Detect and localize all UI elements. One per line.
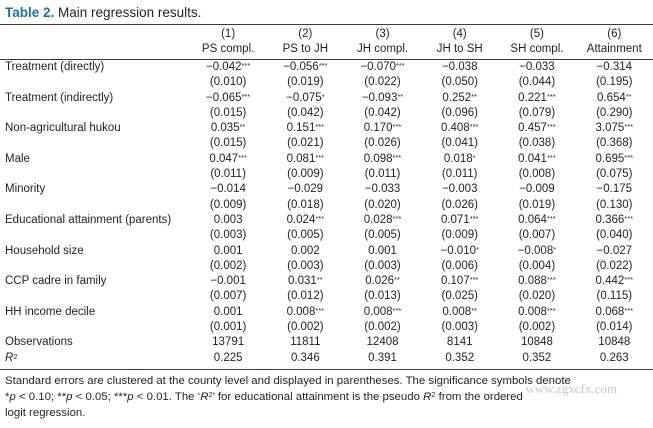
significance-stars: ** (239, 122, 246, 132)
std-error-cell: (0.195) (596, 76, 633, 89)
table-title: Main regression results. (58, 5, 202, 20)
significance-stars: *** (318, 61, 328, 70)
coefficient-cell: −0.009 (519, 183, 555, 196)
coefficient-cell: 0.026** (365, 275, 400, 288)
std-error-cell: (0.038) (518, 137, 556, 150)
table-row-coef (0, 152, 653, 167)
std-error-cell: (0.026) (364, 137, 401, 150)
coefficient-cell: 0.024*** (286, 213, 325, 226)
variable-label-empty (0, 228, 189, 243)
coefficient-cell: 0.001 (213, 305, 243, 318)
std-error-cell: (0.003) (209, 229, 247, 242)
column-name: Attainment (586, 42, 642, 55)
significance-stars: *** (315, 305, 325, 315)
std-error-cell: (0.002) (518, 321, 556, 334)
observations-label: Observations (5, 336, 73, 349)
coefficient-cell: 0.366*** (595, 213, 634, 226)
column-number: (2) (298, 28, 313, 40)
std-error-cell: (0.005) (287, 229, 324, 242)
variable-label: CCP cadre in family (5, 275, 107, 288)
variable-label-empty (0, 198, 189, 213)
std-error-cell: (0.003) (441, 321, 478, 334)
table-row-coef (0, 305, 653, 320)
significance-stars: *** (546, 122, 556, 132)
variable-label-empty (0, 106, 189, 121)
std-error-cell: (0.368) (596, 137, 633, 150)
table-row-se (0, 167, 653, 182)
regression-table (0, 27, 653, 366)
coefficient-cell: 0.001 (368, 244, 397, 257)
significance-stars: *** (315, 213, 325, 223)
coefficient-cell: 0.170*** (363, 122, 402, 135)
significance-stars: *** (241, 91, 251, 101)
coefficient-cell: −0.093** (361, 91, 404, 104)
coefficient-cell: −0.027 (596, 244, 633, 257)
variable-label-empty (0, 136, 189, 151)
coefficient-cell: 0.008*** (518, 305, 556, 318)
column-name: JH compl. (356, 42, 409, 55)
significance-stars: *** (546, 275, 556, 285)
table-row-se (0, 136, 653, 151)
coefficient-cell: 0.151*** (286, 122, 325, 135)
coefficient-cell: 0.064*** (518, 213, 556, 226)
significance-stars: *** (392, 213, 402, 223)
std-error-cell: (0.003) (364, 259, 401, 272)
std-error-cell: (0.014) (596, 321, 633, 334)
significance-stars: *** (624, 305, 634, 315)
variable-label: Educational attainment (parents) (5, 213, 172, 226)
observations-row (0, 335, 653, 350)
coefficient-cell: −0.056*** (283, 61, 328, 73)
column-number: (5) (529, 28, 544, 40)
table-row-coef (0, 91, 653, 106)
table-row-se (0, 320, 653, 335)
significance-stars: * (472, 152, 476, 162)
std-error-cell: (0.013) (364, 290, 401, 303)
significance-stars: *** (624, 122, 634, 132)
column-name: JH to SH (436, 42, 483, 55)
std-error-cell: (0.003) (287, 259, 324, 272)
std-error-cell: (0.026) (441, 198, 478, 211)
significance-stars: * (553, 244, 557, 254)
significance-stars: ** (316, 275, 323, 285)
column-name: PS to JH (282, 42, 329, 55)
std-error-cell: (0.012) (287, 290, 324, 303)
variable-label-empty (0, 289, 189, 304)
significance-stars: ** (625, 91, 632, 101)
significance-stars: *** (546, 91, 556, 101)
coefficient-cell: −0.175 (596, 183, 633, 196)
coefficient-cell: 0.457*** (518, 122, 556, 135)
significance-stars: *** (469, 213, 479, 223)
r2-cell: 0.225 (213, 351, 243, 364)
observations-cell: 8141 (446, 336, 473, 349)
variable-label: HH income decile (5, 305, 96, 318)
r2-cell: 0.263 (599, 351, 629, 364)
header-stub (0, 27, 189, 42)
r2-row (0, 351, 653, 366)
header-row-names (0, 42, 653, 57)
std-error-cell: (0.096) (441, 106, 478, 119)
header-row-numbers (0, 27, 653, 42)
std-error-cell: (0.020) (364, 198, 401, 211)
variable-label: Non-agricultural hukou (5, 122, 121, 135)
variable-label: Male (5, 152, 30, 165)
coefficient-cell: 0.002 (290, 244, 320, 257)
coefficient-cell: 0.221*** (518, 91, 556, 104)
significance-stars: ** (393, 275, 400, 285)
variable-label: Minority (5, 183, 46, 196)
std-error-cell: (0.019) (518, 198, 556, 211)
significance-stars: *** (469, 122, 479, 132)
std-error-cell: (0.025) (441, 290, 478, 303)
coefficient-cell: 0.041*** (518, 152, 556, 165)
coefficient-cell: 0.028*** (363, 213, 402, 226)
coefficient-cell: −0.065*** (206, 91, 251, 104)
std-error-cell: (0.021) (287, 137, 324, 150)
variable-label: Treatment (indirectly) (5, 91, 114, 104)
variable-label: Household size (5, 244, 84, 257)
std-error-cell: (0.041) (441, 137, 478, 150)
significance-stars: *** (624, 275, 634, 285)
coefficient-cell: 0.008** (442, 305, 478, 318)
r2-cell: 0.352 (445, 351, 475, 364)
bottom-rule (0, 369, 653, 370)
std-error-cell: (0.001) (209, 321, 247, 334)
std-error-cell: (0.004) (518, 259, 556, 272)
coefficient-cell: 0.008*** (286, 305, 325, 318)
coefficient-cell: −0.029 (287, 183, 324, 196)
significance-stars: *** (238, 152, 247, 162)
coefficient-cell: 0.081*** (286, 152, 325, 165)
variable-label-empty (0, 320, 189, 335)
coefficient-cell: −0.001 (210, 275, 246, 288)
std-error-cell: (0.002) (287, 321, 324, 334)
r2-cell: 0.391 (368, 351, 397, 364)
significance-stars: *** (392, 152, 402, 162)
table-caption (5, 4, 201, 21)
std-error-cell: (0.050) (441, 76, 478, 89)
significance-stars: *** (392, 305, 402, 315)
observations-cell: 10848 (598, 336, 631, 349)
coefficient-cell: 0.003 (213, 213, 243, 226)
std-error-cell: (0.130) (596, 198, 633, 211)
significance-stars: *** (469, 275, 479, 285)
std-error-cell: (0.042) (287, 106, 324, 119)
coefficient-cell: 0.107*** (440, 275, 479, 288)
r2-cell: 0.352 (522, 351, 552, 364)
std-error-cell: (0.020) (518, 290, 556, 303)
coefficient-cell: 0.068*** (595, 305, 634, 318)
std-error-cell: (0.022) (364, 76, 401, 89)
std-error-cell: (0.006) (441, 259, 478, 272)
std-error-cell: (0.075) (596, 168, 633, 181)
table-row-coef (0, 182, 653, 197)
std-error-cell: (0.015) (209, 106, 247, 119)
std-error-cell: (0.011) (210, 168, 246, 181)
std-error-cell: (0.005) (364, 229, 401, 242)
coefficient-cell: 0.442*** (595, 275, 634, 288)
significance-stars: *** (315, 122, 325, 132)
significance-stars: *** (624, 152, 634, 162)
r2-cell: 0.346 (290, 351, 320, 364)
std-error-cell: (0.019) (287, 76, 324, 89)
note-line-1: Standard errors are clustered at the county level and displayed in parentheses. The significance symbols denote (5, 375, 571, 387)
std-error-cell: (0.022) (596, 259, 633, 272)
std-error-cell: (0.009) (441, 229, 478, 242)
table-row-coef (0, 244, 653, 259)
table-row-coef (0, 213, 653, 228)
watermark: www.zgxcfx.com (525, 381, 617, 396)
coefficient-cell: 0.001 (213, 244, 243, 257)
coefficient-cell: 0.018* (443, 152, 476, 165)
table-row-coef (0, 121, 653, 136)
table-row-coef (0, 60, 653, 75)
observations-cell: 11811 (290, 336, 321, 349)
std-error-cell: (0.042) (364, 106, 401, 119)
coefficient-cell: 0.035** (210, 122, 246, 135)
std-error-cell: (0.115) (596, 290, 633, 303)
std-error-cell: (0.079) (518, 106, 556, 119)
std-error-cell: (0.015) (209, 137, 247, 150)
column-number: (6) (607, 28, 622, 40)
coefficient-cell: 0.088*** (518, 275, 556, 288)
coefficient-cell: 0.252** (442, 91, 478, 104)
std-error-cell: (0.009) (209, 198, 247, 211)
coefficient-cell: −0.042*** (206, 61, 251, 73)
column-number: (1) (221, 28, 236, 40)
variable-label-empty (0, 75, 189, 90)
variable-label: Treatment (directly) (5, 61, 105, 73)
column-number: (4) (452, 28, 467, 40)
coefficient-cell: −0.003 (441, 183, 478, 196)
table-label: Table 2. (5, 5, 55, 20)
std-error-cell: (0.002) (364, 321, 401, 334)
table-row-se (0, 106, 653, 121)
variable-label-empty (0, 167, 189, 182)
coefficient-cell: −0.314 (596, 61, 633, 73)
coefficient-cell: −0.033 (364, 183, 401, 196)
observations-cell: 12408 (366, 336, 399, 349)
coefficient-cell: 3.075*** (595, 122, 634, 135)
significance-stars: *** (241, 61, 251, 70)
significance-stars: *** (392, 122, 402, 132)
coefficient-cell: −0.075* (286, 91, 325, 104)
coefficient-cell: −0.038 (441, 61, 478, 73)
coefficient-cell: −0.010* (440, 244, 479, 257)
column-name: PS compl. (201, 42, 255, 55)
significance-stars: ** (471, 305, 478, 315)
std-error-cell: (0.290) (596, 106, 633, 119)
significance-stars: *** (546, 152, 556, 162)
coefficient-cell: 0.047*** (209, 152, 247, 165)
significance-stars: *** (395, 61, 405, 70)
significance-stars: *** (315, 152, 325, 162)
significance-stars: *** (546, 305, 556, 315)
significance-stars: *** (624, 213, 634, 223)
table-row-se (0, 198, 653, 213)
significance-stars: * (321, 91, 325, 101)
coefficient-cell: 0.008*** (363, 305, 402, 318)
coefficient-cell: −0.014 (210, 183, 246, 196)
coefficient-cell: 0.098*** (363, 152, 402, 165)
column-number: (3) (375, 28, 390, 40)
std-error-cell: (0.002) (209, 259, 247, 272)
std-error-cell: (0.011) (441, 168, 478, 181)
std-error-cell: (0.008) (518, 168, 556, 181)
coefficient-cell: −0.033 (519, 61, 555, 73)
coefficient-cell: 0.071*** (440, 213, 479, 226)
variable-label-empty (0, 259, 189, 274)
coefficient-cell: 0.408*** (440, 122, 479, 135)
top-rule (0, 24, 653, 25)
table-row-se (0, 228, 653, 243)
r2-label: $R^2$ (5, 351, 18, 364)
table-row-se (0, 75, 653, 90)
coefficient-cell: −0.008* (517, 244, 557, 257)
note-line-2: *p < 0.10; **p < 0.05; ***p < 0.01. The ‘$R^2$’ for educational attainment is the pseudo $R^2$ from the ordered (5, 390, 523, 403)
std-error-cell: (0.040) (596, 229, 633, 242)
significance-stars: *** (546, 213, 556, 223)
coefficient-cell: 0.654** (596, 91, 632, 104)
significance-stars: ** (471, 91, 478, 101)
column-name: SH compl. (510, 42, 564, 55)
table-row-se (0, 289, 653, 304)
table-row-se (0, 259, 653, 274)
std-error-cell: (0.010) (209, 76, 247, 89)
table-row-coef (0, 274, 653, 289)
header-stub (0, 42, 189, 57)
note-line-3: logit regression. (5, 407, 86, 419)
std-error-cell: (0.007) (209, 290, 247, 303)
significance-stars: ** (397, 91, 404, 101)
std-error-cell: (0.044) (518, 76, 556, 89)
observations-cell: 13791 (212, 336, 245, 349)
coefficient-cell: 0.695*** (595, 152, 634, 165)
std-error-cell: (0.007) (518, 229, 556, 242)
coefficient-cell: 0.031** (288, 275, 323, 288)
observations-cell: 10848 (520, 336, 553, 349)
std-error-cell: (0.009) (287, 168, 324, 181)
coefficient-cell: −0.070*** (360, 61, 405, 73)
std-error-cell: (0.011) (364, 168, 401, 181)
std-error-cell: (0.018) (287, 198, 324, 211)
significance-stars: * (476, 244, 479, 254)
